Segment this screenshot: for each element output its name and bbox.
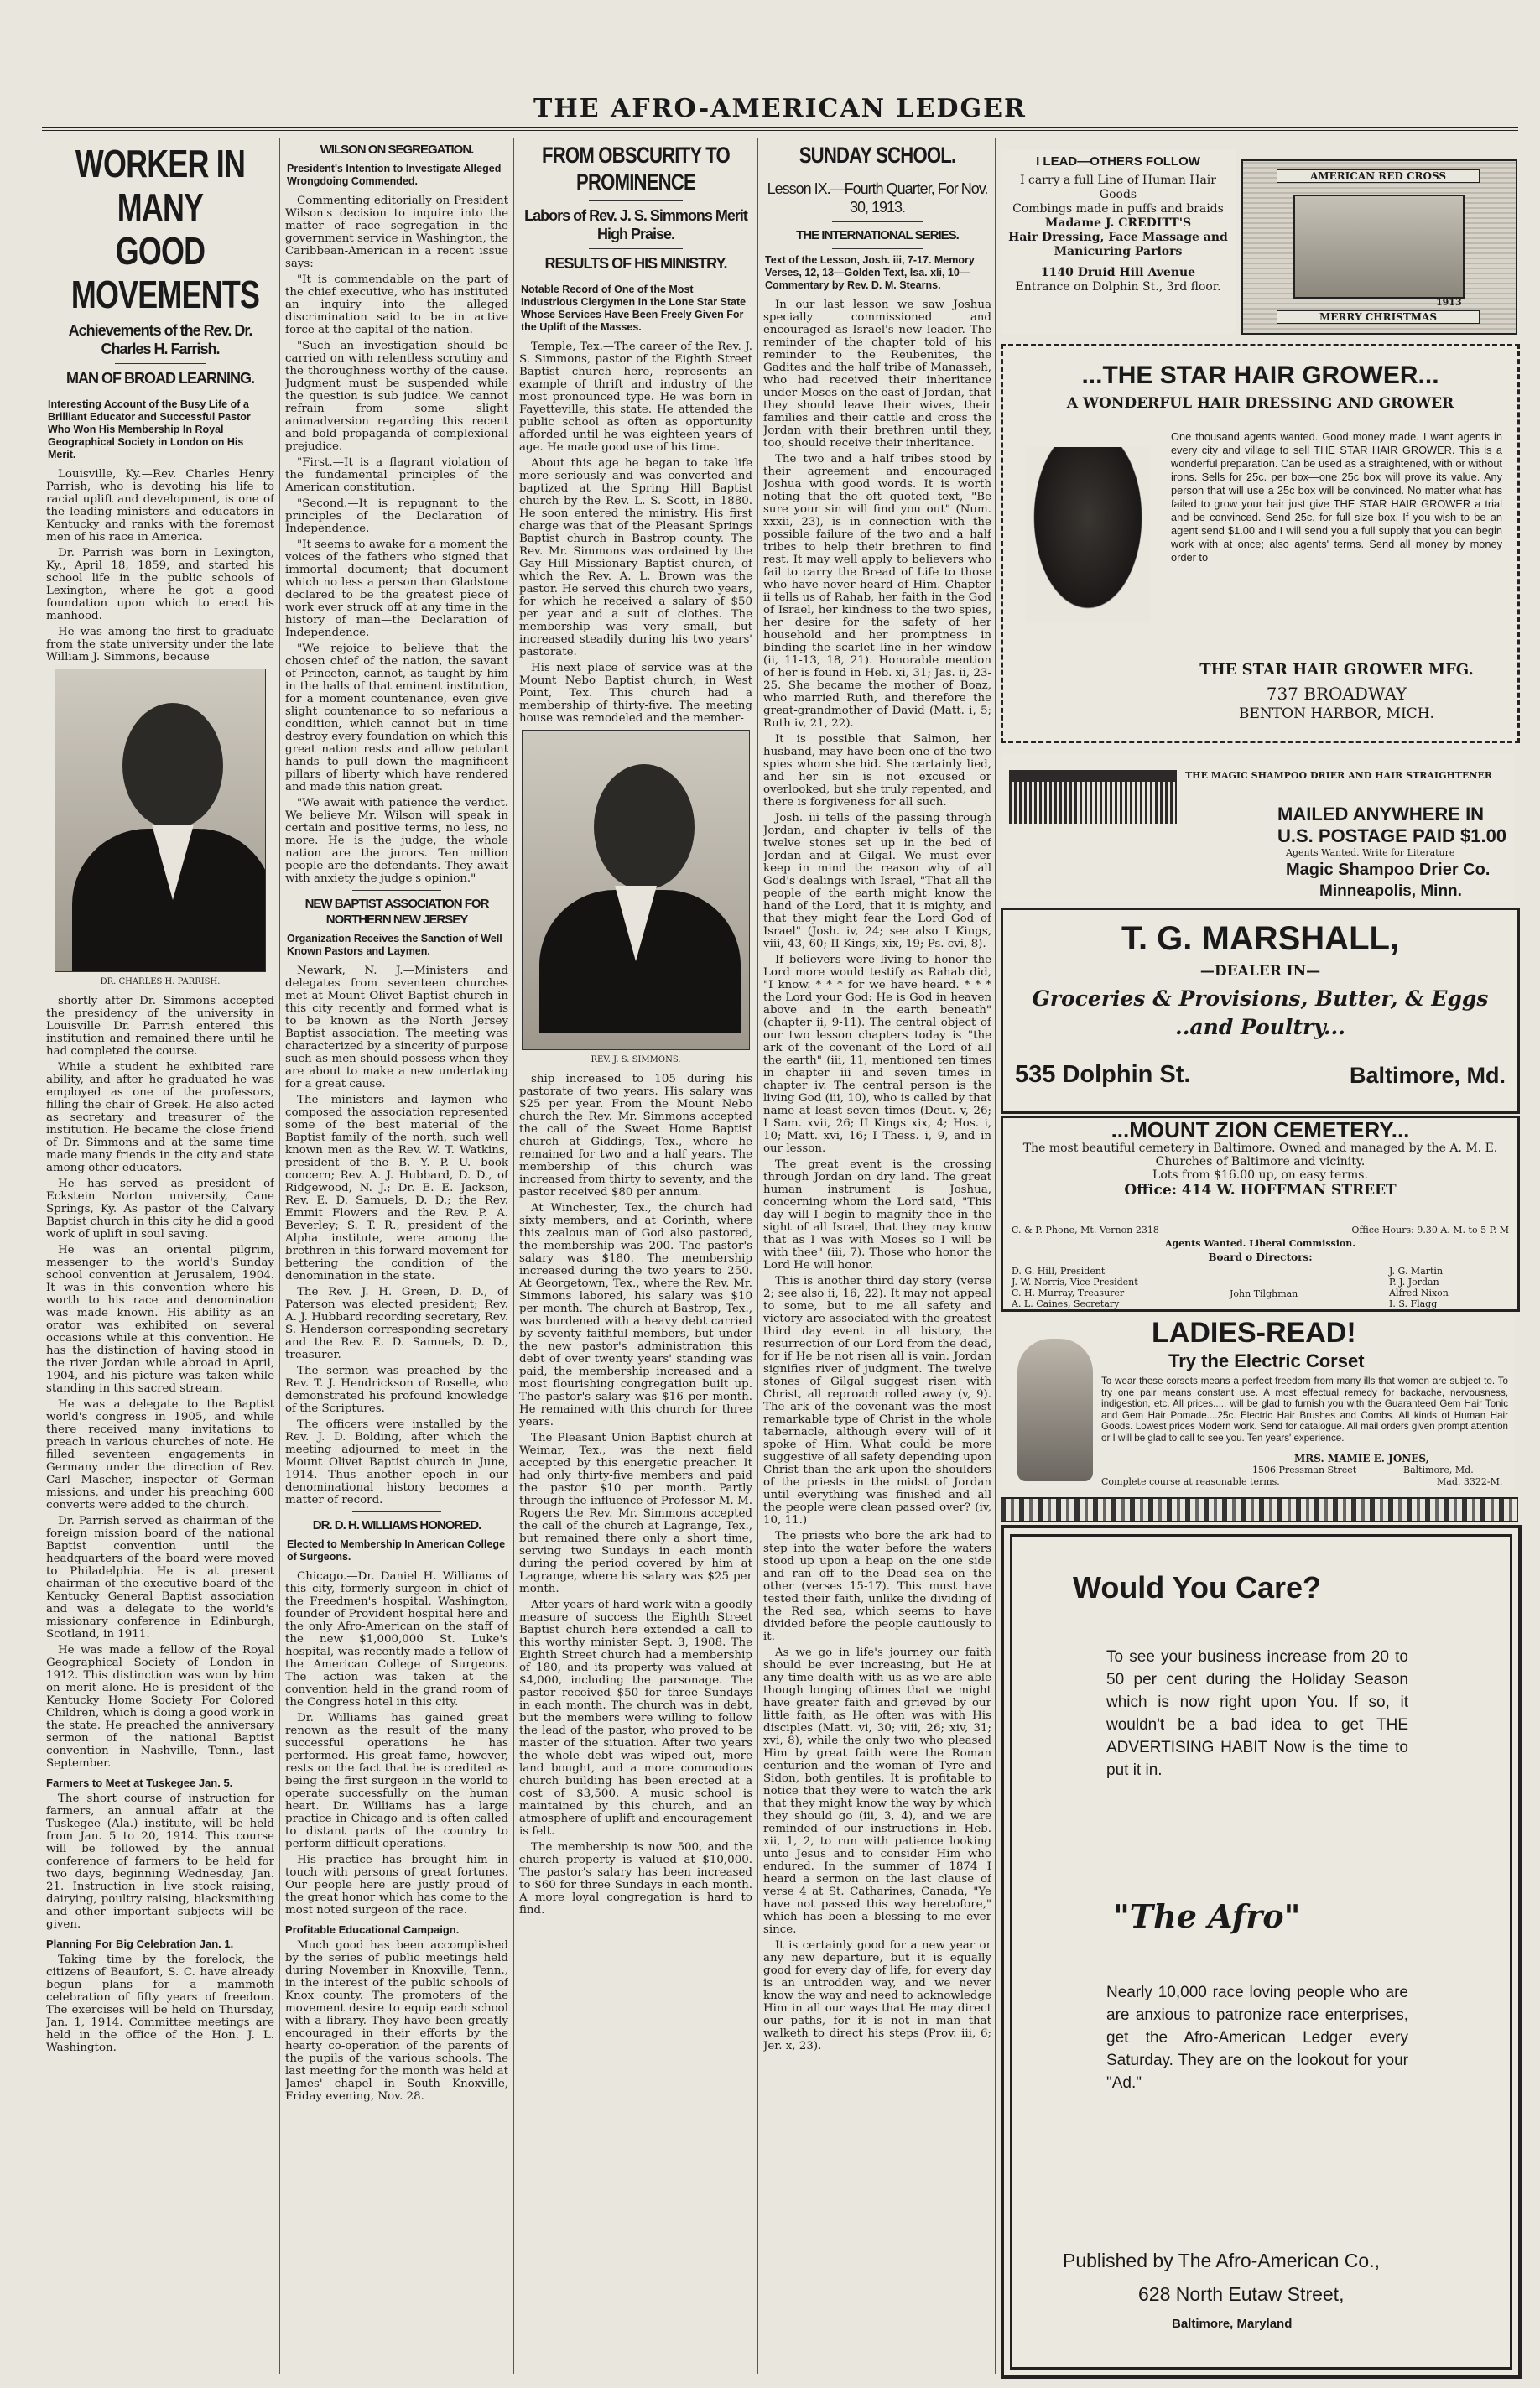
paragraph: "Such an investigation should be carried on with relentless scrutiny and the thoroughness worthy of the cause. Judgment must be suspended while the question is sub judice. We cannot refrain from some slight animadversion regarding this recent and bold propaganda of complexional prejudice.: [285, 340, 508, 453]
ad-line: Lots from $16.00 up, on easy terms.: [1152, 1168, 1368, 1182]
portrait-photo: [522, 730, 750, 1050]
photo-caption: REV. J. S. SIMMONS.: [591, 1055, 681, 1064]
section-heading: Profitable Educational Campaign.: [285, 1923, 460, 1936]
paragraph: It is certainly good for a new year or any new departure, but it is equally good for every day of life, for every day is an untrodden way, and we never know the way and need to acknowledge Him in all our ways that He may direct our paths, for it is not in man that walketh to direct his steps (Prov. iii, 6; Jer. x, 23).: [763, 1939, 991, 2052]
paragraph: The Rev. J. H. Green, D. D., of Paterson was elected president; Rev. A. J. Hubbard recording secretary, Rev. S. Henderson corresponding secretary and the Rev. E. D. Samuels, D. D., treasurer.: [285, 1286, 508, 1361]
ad-company: THE STAR HAIR GROWER MFG.: [1199, 661, 1474, 679]
ad-line: Hair Dressing, Face Massage and Manicuring Parlors: [1008, 231, 1228, 258]
subhead: RESULTS OF HIS MINISTRY.: [544, 255, 727, 272]
paragraph: While a student he exhibited rare ability, and after he graduated he was employed as one of the professors, filling the chair of Greek. He also acted as secretary and treasurer of the institution. He became the close friend of Dr. Simmons and at the same time made many friends in the city and state among other educators.: [46, 1061, 274, 1174]
headline: WILSON ON SEGREGATION.: [320, 143, 474, 157]
column-divider: [995, 138, 996, 2374]
paragraph: ship increased to 105 during his pastorate of two years. His salary was $25 per year. From the Mount Nebo church the Rev. Mr. Simmons accepted the call of the Sweet Home Baptist church at Giddings, Tex., where he remained for two and a half years. The membership of this church was increased from thirty to seventy, and the pastor received $80 per annum.: [519, 1073, 752, 1199]
paragraph: He was an oriental pilgrim, messenger to the world's Sunday school convention at Jerusalem, 1904. It was in this convention where his worth to his race and denomination was made known. His ability as an orator was exhibited on several occasions while at this convention. He has the distinction of having stood in the river Jordan while abroad in April, 1904, and his picture was taken while standing in this sacred stream.: [46, 1244, 274, 1395]
paragraph: This is another third day story (verse 2; see also ii, 16, 22). It may not appeal to some, but to me all safety and victory are associated with the greatest third day event in all history, the resurrection of our Lord from the dead, for if He be not risen all is vain. Jordan signifies river of judgment. The twelve stones of Gilgal suggest risen with Christ, all reproach rolled away (v, 9). The ark of the covenant was the most remarkable type of Christ in the whole tabernacle, although every will of it spoke of Him. What could be more suggestive of all safety depending upon Christ than the ark upon the shoulders of the priests in the midst of Jordan until everything was finished and all the people were clean passed over? (iv, 10, 11.): [763, 1275, 991, 1527]
comb-illustration: [1009, 770, 1177, 824]
director: D. G. Hill, President: [1012, 1266, 1106, 1277]
paragraph: About this age he began to take life more seriously and was converted and baptized at the Spring Hill Baptist church by the Rev. L. S. Scott, in 1880. He soon entered the ministry. His first charge was that of the Pleasant Springs Baptist church in Bastrop county. The Rev. Mr. Simmons was ordained by the Gay Hill Missionary Baptist church, of which the Rev. A. L. Brown was the pastor. He served this church two years, for which he received a salary of $50 per year and a suit of clothes. The membership was very small, but increased steadily during his two years' pastorate.: [519, 457, 752, 658]
paragraph: After years of hard work with a goodly measure of success the Eighth Street Baptist church here extended a call to this worthy minister Sept. 3, 1908. The Eighth Street church had a membership of 180, and its property was valued at $4,000, including the parsonage. The pastor received $50 for three Sundays in each month. The church was in debt, but the members were willing to follow the lead of the pastor, who proved to be master of the situation. After two years the whole debt was wiped out, more land bought, and a more commodious church building has been erected at a cost of $3,500. A music school is maintained by this church, and an atmosphere of uplift and encouragement is felt.: [519, 1599, 752, 1838]
ad-city: BENTON HARBOR, MICH.: [1239, 705, 1434, 722]
paragraph: The officers were installed by the Rev. J. D. Bolding, after which the meeting adjourned to meet in the Mount Olivet Baptist church in June, 1914. Thus another epoch in our denominational history becomes a matter of record.: [285, 1418, 508, 1506]
hair-illustration: [1025, 447, 1151, 623]
ad-line: C. & P. Phone, Mt. Vernon 2318: [1012, 1225, 1159, 1236]
ad-body: To see your business increase from 20 to 50 per cent during the Holiday Season which is now right upon You. If so, it wouldn't be a bad idea to get THE ADVERTISING HABIT Now is the time to put it in.: [1106, 1648, 1408, 1779]
deck: Organization Receives the Sanction of Well Known Pastors and Laymen.: [287, 933, 502, 957]
paragraph: He was made a fellow of the Royal Geographical Society of London in 1912. This distinction was won by him on merit alone. He is president of the Kentucky Home Society For Colored Children, which is doing a good work in the state. He preached the anniversary sermon of the national Baptist convention in Nashville, Tenn., last September.: [46, 1644, 274, 1770]
paragraph: He has served as president of Eckstein Norton university, Cane Springs, Ky. As pastor of the Calvary Baptist church in this city he did a good work of uplift in soul saving.: [46, 1178, 274, 1241]
director: John Tilghman: [1230, 1288, 1298, 1299]
divider: [352, 1511, 441, 1512]
ad-body: Nearly 10,000 race loving people who are are anxious to patronize race enterprises, get the Afro-American Ledger every Saturday. They are on the lookout for your "Ad.": [1106, 1984, 1408, 2092]
ad-line: Agents Wanted. Liberal Commission.: [1164, 1238, 1356, 1249]
ad-line: Complete course at reasonable terms.: [1101, 1476, 1280, 1487]
subhead: Achievements of the Rev. Dr. Charles H. Farrish.: [68, 322, 252, 357]
ad-title: Would You Care?: [1073, 1570, 1322, 1605]
ad-would-you-care: [1001, 1525, 1522, 2379]
paragraph: The great event is the crossing through Jordan on dry land. The great human instrument is Joshua, concerning whom the Lord said, "This day will I begin to magnify thee in the sight of all Israel, that they may know that as I was with Moses so I will be with thee" (iii, 7). Those who honor the Lord He will honor.: [763, 1158, 991, 1272]
ad-line: Office Hours: 9.30 A. M. to 5 P. M: [1351, 1225, 1509, 1236]
ad-title: T. G. MARSHALL,: [1121, 920, 1400, 957]
photo-caption: DR. CHARLES H. PARRISH.: [100, 977, 221, 986]
paragraph: Dr. Williams has gained great renown as the result of the many successful operations he has performed. His great fame, however, rests on the fact that he is credited as being the first surgeon in the world to operate successfully on the human heart. Dr. Williams has a large practice in Chicago and is often called to distant parts of the country to perform difficult operations.: [285, 1712, 508, 1850]
ad-publisher: Published by The Afro-American Co.,: [1063, 2250, 1380, 2271]
ad-city: Baltimore, Md.: [1349, 1063, 1506, 1088]
deck: Elected to Membership In American College of Surgeons.: [287, 1538, 506, 1563]
paragraph: The Pleasant Union Baptist church at Weimar, Tex., was the next field accepted by this energetic preacher. It had only thirty-five members and paid the pastor $10 per month. Partly through the influence of Professor M. M. Rogers the Rev. Mr. Simmons accepted the call of the church at Lagrange, Tex., but remained there only a short time, serving two Sundays in each month during the period covered by him at Lagrange, where his salary was $25 per month.: [519, 1432, 752, 1595]
paragraph: shortly after Dr. Simmons accepted the presidency of the university in Louisville Dr. Parrish entered this institution and remained there until he had completed the course.: [46, 995, 274, 1058]
director: P. J. Jordan: [1389, 1277, 1439, 1288]
ad-line: Office: 414 W. HOFFMAN STREET: [1124, 1182, 1397, 1199]
ornamental-border: [1001, 1497, 1518, 1522]
ad-city: Baltimore, Md.: [1403, 1465, 1474, 1475]
ad-star-hair-grower: [1001, 344, 1520, 743]
director: J. G. Martin: [1389, 1266, 1444, 1277]
article-wilson: [285, 138, 508, 2370]
ad-line: Agents Wanted. Write for Literature: [1286, 847, 1455, 858]
ad-line: Board o Directors:: [1208, 1251, 1313, 1263]
masthead: THE AFRO-AMERICAN LEDGER: [533, 94, 1027, 123]
ad-goods: Groceries & Provisions, Butter, & Eggs ..and Poultry...: [1032, 986, 1489, 1039]
headline: WORKER IN MANY GOOD MOVEMENTS: [70, 142, 260, 316]
paragraph: Dr. Parrish served as chairman of the foreign mission board of the national Baptist convention until the headquarters of the board were moved to Philadelphia. He is at present chairman of the executive board of the Kentucky General Baptist association and was a delegate to the world's missionary conference in Edinburgh, Scotland, in 1911.: [46, 1515, 274, 1641]
divider: [352, 890, 441, 891]
paragraph: As we go in life's journey our faith should be ever increasing, but He at any time dealth with us as we are able though longing oftimes that we might have greater faith and grieved by our little faith, as He often was with His disciples (Matt. vi, 30; viii, 26; xiv, 31; xvi, 8), while the only two who pleased Him by great faith were the Roman centurion and the woman of Tyre and Sidon, both gentiles. It is profitable to notice that they were to watch the ark that they might know the way by which they should go (iii, 3, 4), and we are reminded of our instructions in Heb. xii, 1, 2, to run with patience looking unto Jesus and to consider Him who endured. In the summer of 1874 I heard a sermon on the last clause of verse 4 at St. Catharines, Canada, "Ye have not passed this way heretofore," which has been a blessing to me ever since.: [763, 1647, 991, 1936]
ad-line: The most beautiful cemetery in Baltimore. Owned and managed by the A. M. E. Churches of Baltimore and vicinity.: [1022, 1142, 1498, 1168]
paragraph: His next place of service was at the Mount Nebo Baptist church, in West Point, Tex. This church had a membership of thirty-five. The meeting house was remodeled and the member-: [519, 662, 752, 725]
paragraph: Newark, N. J.—Ministers and delegates from seventeen churches met at Mount Olivet Baptist church in this city recently and formed what is to be known as the North Jersey Baptist association. The meeting was characterized by a sincerity of purpose such as men should possess when they are about to make a new undertaking for a great cause.: [285, 965, 508, 1090]
headline: NEW BAPTIST ASSOCIATION FOR NORTHERN NEW JERSEY: [304, 897, 489, 927]
ad-body: One thousand agents wanted. Good money made. I want agents in every city and village to sell THE STAR HAIR GROWER. This is a wonderful preparation. Can be used as a straightened, with or without irons. Sells for 25c. per box—one 25c box will prove its value. Any person that will use a 25c box will be convinced. No matter what has failed to grow your hair just give THE STAR HAIR GROWER a trial and be convinced. Send 25c. for full size box. If you wish to be an agent send $1.00 and I will send you a full supply that you can begin work with at once; also agents' terms. Send all money by money order to: [1171, 430, 1502, 564]
ad-brand: "The Afro": [1113, 1897, 1301, 1935]
ad-name: MRS. MAMIE E. JONES,: [1294, 1453, 1429, 1465]
paragraph: Commenting editorially on President Wilson's decision to inquire into the matter of race segregation in the government service in Washington, the Caribbean-American in a recent issue says:: [285, 195, 508, 270]
article-farrish: [46, 138, 274, 2370]
ad-line: MAILED ANYWHERE IN U.S. POSTAGE PAID $1.00: [1277, 804, 1507, 846]
paragraph: "Second.—It is repugnant to the principles of the Declaration of Independence.: [285, 497, 508, 535]
ad-magic-shampoo: [1001, 753, 1515, 903]
paragraph: The two and a half tribes stood by their agreement and encouraged Joshua with good words. It is worth noting that the oft quoted text, "Be sure your sin will find you out" (Num. xxxii, 23), is in connection with the possible failure of the two and a half tribes to help their brethren to find rest. It may well apply to believers who fail to carry the Bread of Life to those who have never heard of Him. Chapter ii tells us of Rahab, her faith in the God of Israel, her kindness to the two spies, her desire for the safety of her household and her promptness in binding the scarlet line in her window (ii, 11-13, 18, 21). Honorable mention of her is found in Heb. xi, 31; Jas. ii, 23-25. She became the mother of Boaz, who married Ruth, and therefore the great-grandmother of David (Matt. i, 5; Ruth iv, 21, 22).: [763, 453, 991, 730]
paragraph: In our last lesson we saw Joshua specially commissioned and encouraged as Israel's new leader. The reminder of the chapter told of his reminder to the Reubenites, the Gadites and the half tribe of Manasseh, who had received their inheritance under Moses on the east of Jordan, that they should leave their wives, their families and their cattle and cross the Jordan with their brethren until they, too, should receive their inheritance.: [763, 299, 991, 450]
ad-electric-corset: [1001, 1314, 1515, 1490]
ad-line: THE MAGIC SHAMPOO DRIER AND HAIR STRAIGHTENER: [1185, 770, 1493, 781]
director: Alfred Nixon: [1389, 1288, 1449, 1298]
divider: [589, 248, 682, 249]
subhead: THE INTERNATIONAL SERIES.: [796, 228, 959, 242]
ad-address: 737 BROADWAY: [1266, 684, 1407, 704]
ad-line: 1140 Druid Hill Avenue: [1040, 266, 1196, 279]
paragraph: Dr. Parrish was born in Lexington, Ky., April 18, 1859, and started his school life in the public schools of Lexington, where he got a good foundation upon which to erect his manhood.: [46, 547, 274, 622]
paragraph: The ministers and laymen who composed the association represented some of the best material of the Baptist family of the north, such well known men as the Rev. W. T. Watkins, president of the B. Y. P. U. book concern; Rev. A. J. Hubbard, D. D., of Ridgewood, N. J.; Dr. E. E. Jackson, Rev. E. D. Samuels, D. D.; the Rev. Emmit Flowers and the Rev. P. A. Beverley; S. T. R., president of the Alpha institute, were among the brethren in this forward movement for bettering the condition of the denomination in the state.: [285, 1094, 508, 1282]
paragraph: The membership is now 500, and the church property is valued at $10,000. The pastor's salary has been increased to $60 for three Sundays in each month. A more loyal congregation is hard to find.: [519, 1841, 752, 1917]
subhead: Labors of Rev. J. S. Simmons Merit High Praise.: [524, 207, 747, 242]
column-divider: [757, 138, 758, 2374]
ad-line: Madame J. CREDITT'S: [1044, 216, 1192, 230]
paragraph: He was among the first to graduate from the state university under the late William J. Simmons, because: [46, 626, 274, 663]
paragraph: "First.—It is a flagrant violation of the fundamental principles of the American constitution.: [285, 456, 508, 494]
paragraph: Chicago.—Dr. Daniel H. Williams of this city, formerly surgeon in chief of the Freedmen's hospital, Washington, founder of Provident hospital here and the only Afro-American on the staff of the new $1,000,000 St. Luke's hospital, was recently made a fellow of the American College of Surgeons. The action was taken at the convention held in the grand room of the Congress hotel in this city.: [285, 1570, 508, 1709]
deck: Interesting Account of the Busy Life of a Brilliant Educator and Successful Pastor Who Won His Membership In Royal Geographical Society in London on His Merit.: [48, 398, 251, 460]
section-heading: Farmers to Meet at Tuskegee Jan. 5.: [46, 1777, 233, 1789]
paragraph: It is possible that Salmon, her husband, may have been one of the two spies whom she hid. She certainly lied, and her sin is not excused or overlooked, but she truly repented, and there is forgiveness for all such.: [763, 733, 991, 809]
headline: DR. D. H. WILLIAMS HONORED.: [312, 1518, 481, 1532]
ad-subtitle: A WONDERFUL HAIR DRESSING AND GROWER: [1066, 395, 1454, 412]
deck: Notable Record of One of the Most Industrious Clergymen In the Lone Star State Whose Services Have Been Freely Given For the Uplift of the Masses.: [521, 284, 747, 333]
ad-company: Magic Shampoo Drier Co.: [1286, 861, 1491, 879]
paragraph: His practice has brought him in touch with persons of great fortunes. Our people here are justly proud of the great honor which has come to the most noted surgeon of the race.: [285, 1854, 508, 1917]
paragraph: Much good has been accomplished by the series of public meetings held during November in Knoxville, Tenn., in the interest of the public schools of Knox county. The promoters of the movement desire to equip each school with a library. They have been greatly encouraged in their efforts by the hearty co-operation of the parents of the pupils of the various schools. The last meeting for the month was held at James' chapel in South Knoxville, Friday evening, Nov. 28.: [285, 1939, 508, 2103]
seal-year: 1913: [1436, 297, 1462, 308]
paragraph: Louisville, Ky.—Rev. Charles Henry Parrish, who is devoting his life to racial uplift and development, is one of the leading ministers and educators in Kentucky and ranks with the foremost men of his race in America.: [46, 468, 274, 544]
masthead-rule: [42, 127, 1518, 131]
paragraph: Taking time by the forelock, the citizens of Beaufort, S. C. have already begun plans for a mammoth celebration of fifty years of freedom. The exercises will be held on Thursday, Jan. 1, 1914. Committee meetings are held in the office of the Hon. J. L. Washington.: [46, 1954, 274, 2054]
ad-title: ...MOUNT ZION CEMETERY...: [1111, 1117, 1410, 1142]
article-sunday-school: [763, 138, 991, 2370]
director: I. S. Flagg: [1389, 1298, 1438, 1309]
director: A. L. Caines, Secretary: [1012, 1298, 1120, 1309]
ad-line: Entrance on Dolphin St., 3rd floor.: [1015, 280, 1221, 294]
paragraph: If believers were living to honor the Lord more would testify as Rahab did, "I know. * * * for we have heard. * * * the Lord your God: He is God in heaven above and in the earth beneath" (chapter ii, 9-11). The central object of our two lesson chapters today is "the ark of the covenant of the Lord of all the earth" (iii, 11, mentioned ten times in chapter iii and seven times in chapter iv. The central person is the living God (iii, 10), who is called by that name at least seven times (Deut. v, 26; I Sam. xvii, 26; II Kings xix, 4; Hos. i, 10; Matt. xvi, 16; I Thess. i, 9, and in our lesson.: [763, 954, 991, 1155]
seal-text: MERRY CHRISTMAS: [1277, 310, 1480, 324]
column-divider: [279, 138, 280, 2374]
divider: [832, 221, 923, 222]
paragraph: He was a delegate to the Baptist world's congress in 1905, and while there received many invitations to preach in various churches of note. He filled seventeen engagements in Germany under the direction of Rev. Carl Mascher, inspector of German missions, and under his preaching 600 converts were added to the church.: [46, 1398, 274, 1511]
paragraph: At Winchester, Tex., the church had sixty members, and at Corinth, where this zealous man of God also pastored, the membership was 200. The pastor's salary was $180. The membership increased during the two years to 250. At Georgetown, Tex., where the Rev. Mr. Simmons labored, his salary was $10 per month. The church at Bastrop, Tex., was burdened with a heavy debt carried by seventy faithful members, but under the new pastor's administration this debt of over twenty years' standing was paid, the membership increased and a most flourishing congregation built up. The pastor's salary was $16 per month. He remained with this church for three years.: [519, 1202, 752, 1428]
ad-city: Baltimore, Maryland: [1172, 2317, 1293, 2331]
ad-creditt: [1001, 149, 1236, 334]
ad-body: To wear these corsets means a perfect freedom from many ills that women are subject to. To try one pair means constant use. A most effectual remedy for backache, nervousness, indigestion, etc. All prices..... will be glad to furnish you with the Guaranteed Gem Hair Tonic and Gem Hair Pomade....25c. Electric Hair Brushes and Combs. All kinds of Human Hair Goods. Lowest prices Modern work. Send for catalogue. All mail orders given prompt attention or I will be glad to call to see you. Ten years' experience.: [1101, 1376, 1508, 1444]
ad-city: Minneapolis, Minn.: [1319, 882, 1462, 900]
paragraph: Temple, Tex.—The career of the Rev. J. S. Simmons, pastor of the Eighth Street Baptist church here, represents an example of thrift and industry of the most pronounced type. He was born in Fayetteville, this state. He attended the public school as often as opportunity afforded until he was eighteen years of age. He made good use of his time.: [519, 341, 752, 454]
paragraph: The short course of instruction for farmers, an annual affair at the Tuskegee (Ala.) institute, will be held from Jan. 5 to 20, 1914. This course will be followed by the annual conference of farmers to be held for two days, beginning Wednesday, Jan. 21. Instruction in live stock raising, dairying, poultry raising, blacksmithing and other important subjects will be given.: [46, 1792, 274, 1931]
deck: President's Intention to Investigate Alleged Wrongdoing Commended.: [287, 163, 502, 187]
director: C. H. Murray, Treasurer: [1012, 1288, 1125, 1298]
subhead: MAN OF BROAD LEARNING.: [66, 370, 254, 387]
ad-line: I carry a full Line of Human Hair Goods: [1020, 174, 1216, 201]
ad-mount-zion: [1001, 1116, 1520, 1312]
seal-text: AMERICAN RED CROSS: [1277, 169, 1480, 183]
divider: [832, 248, 923, 249]
ad-address: 1506 Pressman Street: [1252, 1465, 1357, 1475]
paragraph: Josh. iii tells of the passing through Jordan, and chapter iv tells of the twelve stones set up in the bed of Jordan and at Gilgal. We must ever keep in mind the reason why of all God's dealings with Israel, "That all the people of the earth might know the hand of the Lord, that it is mighty, and that they might fear the Lord God of Israel" (Josh. iv, 24; see also I Kings, viii, 43, 60; II Kings, xix, 19; Ps. cvi, 8).: [763, 812, 991, 950]
paragraph: "We await with patience the verdict. We believe Mr. Wilson will speak in certain and positive terms, no less, no more. He is the judge, the whole nation are the jurors. Ten million people are the defendants. They await with anxiety the judge's opinion.": [285, 797, 508, 885]
article-simmons: [519, 138, 752, 2370]
ad-title: LADIES-READ!: [1152, 1317, 1356, 1349]
paragraph: The priests who bore the ark had to step into the water before the waters stood up upon a heap on the one side and ran off to the Dead sea on the other (verses 15-17). This must have tested their faith, unlike the dividing of the Red sea, which seems to have divided before the people cautiously to it.: [763, 1530, 991, 1643]
headline: FROM OBSCURITY TO PROMINENCE: [542, 143, 730, 195]
paragraph: "It seems to awake for a moment the voices of the fathers who signed that immortal document; that document which no less a person than Gladstone declared to be the greatest piece of work ever struck off at any time in the history of man—the Declaration of Independence.: [285, 538, 508, 639]
divider: [115, 363, 206, 364]
corset-illustration: [1017, 1339, 1093, 1481]
ad-address: 535 Dolphin St.: [1015, 1061, 1191, 1088]
paragraph: "It is commendable on the part of the chief executive, who has instituted an inquiry into the alleged discrimination said to be in active force at the capital of the nation.: [285, 273, 508, 336]
director: J. W. Norris, Vice President: [1012, 1277, 1138, 1288]
ad-title: ...THE STAR HAIR GROWER...: [1081, 362, 1439, 389]
portrait-photo: [55, 669, 266, 972]
ad-address: 628 North Eutaw Street,: [1138, 2283, 1345, 2305]
ad-subtitle: Try the Electric Corset: [1168, 1350, 1365, 1371]
ad-title: I LEAD—OTHERS FOLLOW: [1036, 154, 1200, 169]
deck: Text of the Lesson, Josh. iii, 7-17. Memory Verses, 12, 13—Golden Text, Isa. xli, 10—Commentary by Rev. D. M. Stearns.: [765, 254, 975, 291]
column-divider: [513, 138, 514, 2374]
divider: [589, 200, 682, 201]
ad-line: Mad. 3322-M.: [1437, 1476, 1503, 1487]
red-cross-seal: [1241, 159, 1517, 335]
headline: SUNDAY SCHOOL.: [799, 143, 956, 168]
paragraph: The sermon was preached by the Rev. T. J. Hendrickson of Roselle, who demonstrated his profound knowledge of the Scriptures.: [285, 1365, 508, 1415]
ad-line: Combings made in puffs and braids: [1012, 202, 1224, 216]
paragraph: "We rejoice to believe that the chosen chief of the nation, the savant of Princeton, cannot, as taught by him in the halls of that eminent institution, for a moment countenance, even give slight countenance to so nefarious a condition, which cannot but in time destroy every foundation on which this great nation rests and allow petulant hands to pull down the magnificent pillars of liberty which have rendered and made this nation great.: [285, 643, 508, 793]
ad-marshall: [1001, 908, 1520, 1114]
section-heading: Planning For Big Celebration Jan. 1.: [46, 1938, 234, 1950]
subhead: Lesson IX.—Fourth Quarter, For Nov. 30, 1913.: [767, 180, 988, 216]
seal-scene: [1293, 195, 1465, 299]
ad-subtitle: —DEALER IN—: [1199, 963, 1321, 980]
